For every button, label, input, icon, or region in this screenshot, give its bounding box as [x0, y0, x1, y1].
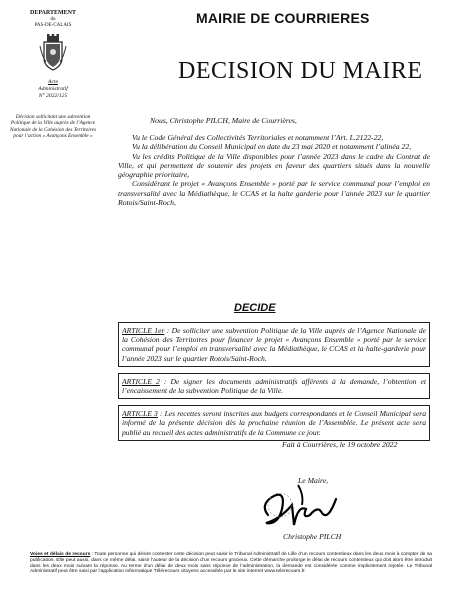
article-text: : Les recettes seront inscrites aux budgets correspondants et le Conseil Municipal sera informé de la présente décision dès la prochaine réunion de l’Assemblée. Le présent acte sera publié au recueil des actes administratifs de la Commune ce jour. [122, 409, 426, 437]
decide-heading: DECIDE [234, 302, 276, 314]
acte-label: Acte [48, 79, 58, 85]
department-label: DEPARTEMENT [29, 10, 76, 16]
article-heading: ARTICLE 3 [122, 409, 158, 419]
article-2 [118, 373, 430, 399]
article-1 [118, 322, 430, 367]
considerant: Considérant le projet « Avançons Ensemble » porté par le service communal pour l’emploi en transversalité avec la Médiathèque, le CCAS et la halte garderie pour l’année 2023 sur le quartier Rotois/Saint-Roch, [118, 179, 430, 208]
vu-deliberation: Vu la délibération du Conseil Municipal en date du 23 mai 2020 et notamment l’alinéa 22, [132, 142, 412, 152]
acte-number: N° 2022/125 [38, 93, 68, 100]
signature-icon [258, 470, 340, 540]
page-title: DECISION DU MAIRE [178, 58, 423, 84]
recours-label: Voies et délais de recours [30, 552, 91, 557]
sidebar [4, 0, 102, 139]
decision-summary: Décision sollicitant une subvention Politique de la Ville auprès de l’Agence Nationale de la Cohésion des Territoires pour l’action « Avançons Ensemble » [10, 113, 96, 139]
articles [118, 322, 430, 441]
coat-of-arms-icon [38, 32, 68, 72]
article-3 [118, 405, 430, 441]
article-heading: ARTICLE 2 [122, 376, 160, 386]
mairie-heading: MAIRIE DE COURRIERES [196, 10, 370, 26]
recours-notice [30, 552, 432, 575]
le-maire-label: Le Maire, [298, 476, 329, 485]
vu-cgct: Vu le Code Général des Collectivités Territoriales et notamment l’Art. L.2122-22, [132, 133, 384, 142]
article-text: : De signer les documents administratifs afférents à la demande, l’obtention et l’encaissement de la subvention Politique de la Ville. [122, 376, 426, 396]
intro-block [118, 133, 430, 207]
acte-type: Administratif [38, 85, 68, 92]
article-heading: ARTICLE 1er [122, 326, 165, 335]
place-date: Fait à Courrières, le 19 octobre 2022 [282, 440, 398, 449]
department-de: du [50, 17, 56, 22]
vu-credits: Vu les crédits Politique de la Ville disponibles pour l’année 2023 dans le cadre du Contrat de Ville, et qui permettent de soutenir des projets en faveur des quartiers situés dans la nouvelle géographie prioritaire, [118, 151, 430, 180]
intro-nous: Nous, Christophe PILCH, Maire de Courrières, [150, 116, 297, 125]
article-text: : De solliciter une subvention Politique de la Ville auprès de l’Agence Nationale de la Cohésion des Territoires pour financer le projet « Avançons Ensemble » porté par le service communal pour l’emploi en transversalité avec la Médiathèque, le CCAS et la halte-garderie pour l’année 2023 sur le quartier Rotois/Saint-Roch. [122, 326, 426, 363]
signatory-name: Christophe PILCH [283, 532, 342, 541]
recours-text: : Toute personne qui désire contester cette décision peut saisir le Tribunal Administratif de Lille d’un recours contentieux dans les deux mois à compter de sa publication. Elle peut aussi, dans ce même délai, saisir l’auteur de la décision d’un recours gracieux. Cette démarche prolonge le délai de recours contentieux qui doit alors être introduit dans les deux mois suivant la réponse. Au terme d’un délai de deux mois sans réponse de l’administration, la demande est considérée comme implicitement rejetée. Le Tribunal Administratif peut être saisi par l’application informatique Télérecours citoyens accessible par le site internet www.telerecours.fr. [30, 552, 432, 575]
department-name: PAS-DE-CALAIS [34, 23, 72, 28]
